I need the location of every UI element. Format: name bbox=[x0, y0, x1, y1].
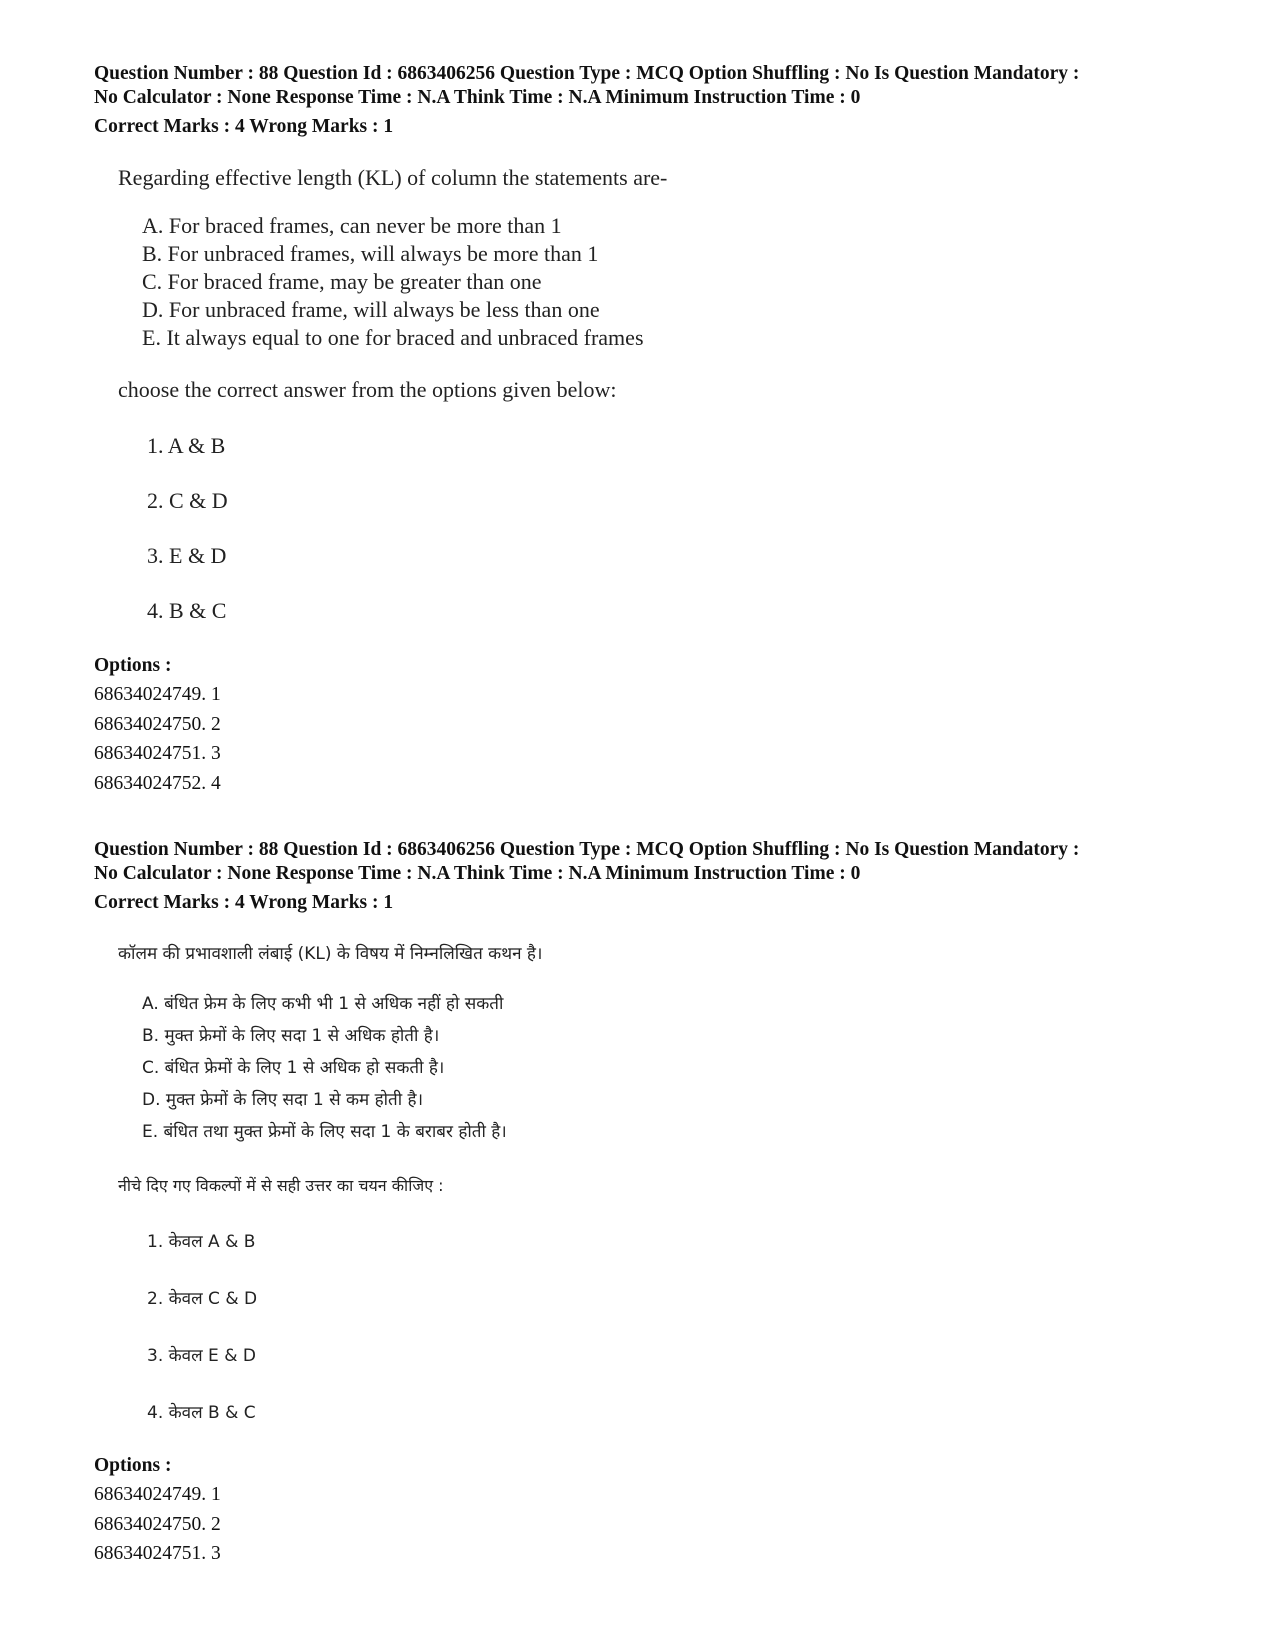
q1-option-4: 68634024752. 4 bbox=[94, 772, 221, 794]
q2-question-body bbox=[118, 940, 542, 1456]
q1-header bbox=[94, 62, 1194, 139]
q2-marks: Correct Marks : 4 Wrong Marks : 1 bbox=[94, 892, 394, 913]
q1-meta bbox=[94, 62, 1194, 110]
q2-statement-d: D. मुक्त फ्रेमों के लिए सदा 1 से कम होती है। bbox=[142, 1090, 424, 1110]
q1-prompt: choose the correct answer from the options given below: bbox=[118, 377, 617, 402]
q1-statement-e: E. It always equal to one for braced and unbraced frames bbox=[142, 325, 644, 350]
q2-options-title: Options : bbox=[94, 1455, 172, 1476]
q1-choice-3: 3. E & D bbox=[147, 543, 227, 568]
q1-statement-a: A. For braced frames, can never be more than 1 bbox=[142, 213, 562, 238]
q1-question-body bbox=[118, 164, 667, 652]
q1-option-2: 68634024750. 2 bbox=[94, 713, 221, 735]
q2-meta-line-2: No Calculator : None Response Time : N.A Think Time : N.A Minimum Instruction Time : 0 bbox=[94, 863, 861, 884]
q2-statement-a: A. बंधित फ्रेम के लिए कभी भी 1 से अधिक नहीं हो सकती bbox=[142, 994, 504, 1014]
q2-meta-line-1: Question Number : 88 Question Id : 6863406256 Question Type : MCQ Option Shuffling : No Is Question Mandatory : bbox=[94, 839, 1080, 860]
q1-choices bbox=[118, 432, 667, 652]
q2-header bbox=[94, 838, 1194, 915]
q1-option-1: 68634024749. 1 bbox=[94, 684, 221, 705]
q2-option-2: 68634024750. 2 bbox=[94, 1513, 221, 1535]
q1-choice-2: 2. C & D bbox=[147, 488, 228, 513]
q1-statement-b: B. For unbraced frames, will always be more than 1 bbox=[142, 241, 599, 266]
q2-choice-1: 1. केवल A & B bbox=[147, 1232, 256, 1252]
q1-option-3: 68634024751. 3 bbox=[94, 743, 221, 764]
q2-option-1: 68634024749. 1 bbox=[94, 1484, 221, 1505]
q1-stem: Regarding effective length (KL) of column the statements are- bbox=[118, 165, 668, 190]
q2-choice-2: 2. केवल C & D bbox=[147, 1289, 258, 1309]
q2-choices bbox=[118, 1228, 542, 1456]
q1-statement-d: D. For unbraced frame, will always be less than one bbox=[142, 297, 600, 322]
q1-options bbox=[94, 652, 1194, 798]
q2-choice-4: 4. केवल B & C bbox=[147, 1403, 256, 1423]
q2-options bbox=[94, 1452, 1194, 1569]
q1-meta-line-2: No Calculator : None Response Time : N.A Think Time : N.A Minimum Instruction Time : 0 bbox=[94, 87, 861, 108]
q1-statement-c: C. For braced frame, may be greater than one bbox=[142, 269, 542, 294]
q2-statement-b: B. मुक्त फ्रेमों के लिए सदा 1 से अधिक होती है। bbox=[142, 1026, 440, 1046]
q1-options-title: Options : bbox=[94, 655, 172, 676]
q2-statement-c: C. बंधित फ्रेमों के लिए 1 से अधिक हो सकती है। bbox=[142, 1058, 445, 1078]
q2-statements bbox=[118, 988, 542, 1148]
q2-statement-e: E. बंधित तथा मुक्त फ्रेमों के लिए सदा 1 के बराबर होती है। bbox=[142, 1122, 507, 1142]
q1-choice-4: 4. B & C bbox=[147, 598, 227, 623]
q2-stem: कॉलम की प्रभावशाली लंबाई (KL) के विषय में निम्नलिखित कथन है। bbox=[118, 944, 543, 964]
q1-meta-line-1: Question Number : 88 Question Id : 6863406256 Question Type : MCQ Option Shuffling : No Is Question Mandatory : bbox=[94, 63, 1080, 84]
q2-option-3: 68634024751. 3 bbox=[94, 1543, 221, 1564]
q1-choice-1: 1. A & B bbox=[147, 433, 226, 458]
q2-prompt: नीचे दिए गए विकल्पों में से सही उत्तर का चयन कीजिए : bbox=[118, 1176, 444, 1195]
q2-meta bbox=[94, 838, 1194, 886]
q1-statements bbox=[118, 212, 667, 352]
q2-choice-3: 3. केवल E & D bbox=[147, 1346, 256, 1366]
q1-marks: Correct Marks : 4 Wrong Marks : 1 bbox=[94, 116, 394, 137]
